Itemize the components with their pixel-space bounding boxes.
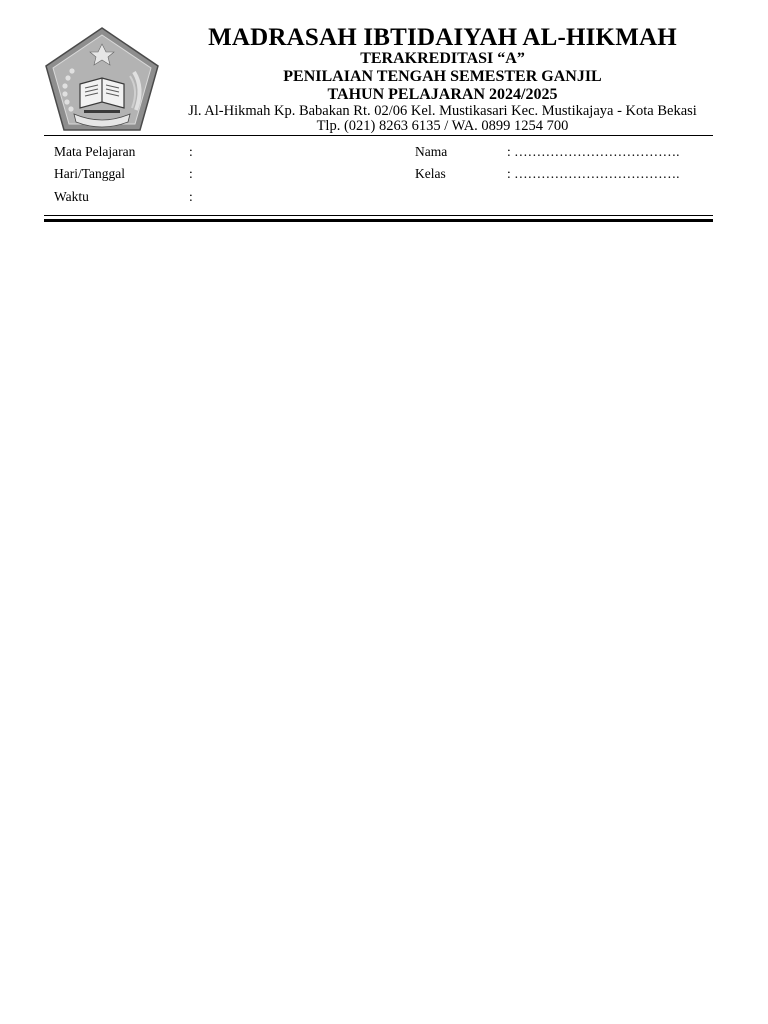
- header-divider: [44, 135, 713, 136]
- school-emblem-icon: [44, 26, 160, 134]
- form-divider-thin: [44, 215, 713, 216]
- form-divider-thick: [44, 219, 713, 222]
- time-colon: :: [189, 189, 193, 204]
- accreditation-line: TERAKREDITASI “A”: [360, 50, 525, 67]
- school-address: Jl. Al-Hikmah Kp. Babakan Rt. 02/06 Kel. Mustikasari Kec. Mustikajaya - Kota Bekasi: [188, 103, 697, 119]
- school-phone: Tlp. (021) 8263 6135 / WA. 0899 1254 700: [316, 118, 569, 134]
- school-year: TAHUN PELAJARAN 2024/2025: [327, 86, 558, 103]
- date-label: Hari/Tanggal: [54, 166, 126, 181]
- subject-colon: :: [189, 144, 193, 159]
- time-label: Waktu: [54, 189, 89, 204]
- school-name: MADRASAH IBTIDAIYAH AL-HIKMAH: [208, 24, 677, 51]
- subject-label: Mata Pelajaran: [54, 144, 136, 159]
- class-label: Kelas: [415, 166, 446, 181]
- exam-title: PENILAIAN TENGAH SEMESTER GANJIL: [283, 68, 602, 85]
- name-label: Nama: [415, 144, 448, 159]
- class-field[interactable]: : ……………………………….: [507, 166, 680, 181]
- date-colon: :: [189, 166, 193, 181]
- name-field[interactable]: : ……………………………….: [507, 144, 680, 159]
